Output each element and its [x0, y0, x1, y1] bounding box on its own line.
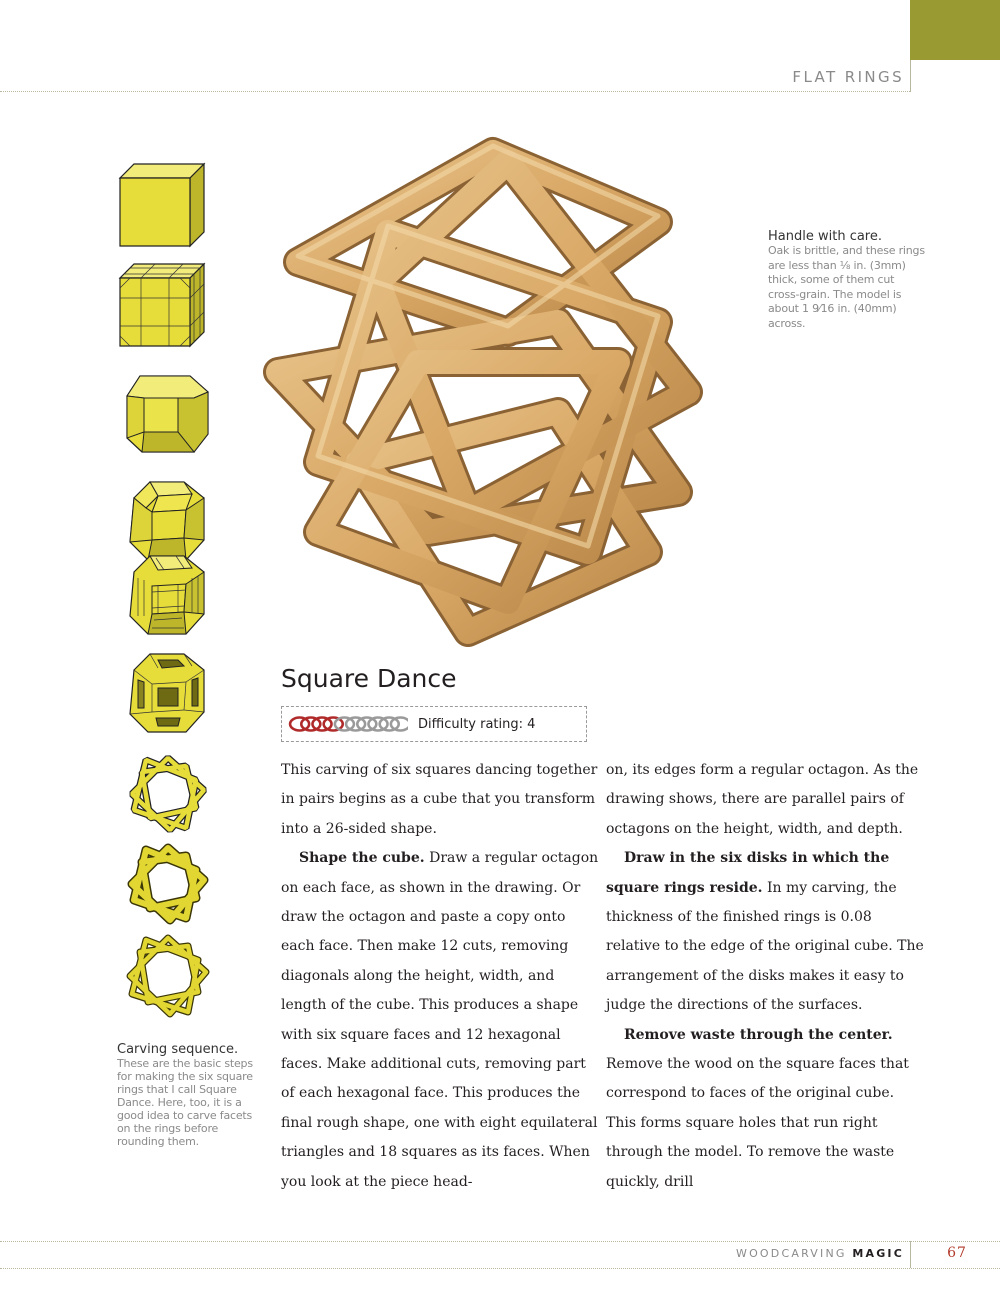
book-title-light: WOODCARVING: [736, 1247, 847, 1260]
footer-rule-top: [0, 1241, 1000, 1242]
project-title: Square Dance: [281, 664, 457, 693]
photo-caption-body: Oak is brittle, and these rings are less than ⅛ in. (3mm) thick, some of them cut cross-grain. The model is about 1 9⁄16 in. (40mm) across.: [768, 244, 925, 330]
lead-waste: Remove waste through the center.: [624, 1026, 893, 1043]
body-column-right: [606, 756, 924, 1197]
section-color-tab: [910, 0, 1000, 60]
step-9-finished-rings: [112, 932, 222, 1022]
difficulty-chain-icon: [288, 713, 408, 735]
footer-divider: [910, 1241, 911, 1268]
book-title-bold: MAGIC: [852, 1247, 904, 1260]
difficulty-rating: [281, 706, 587, 742]
text-waste: Remove the wood on the square faces that correspond to faces of the original cube. This forms square holes that run right through the model. To remove the waste quickly, drill: [606, 1056, 909, 1190]
section-title: FLAT RINGS: [792, 68, 904, 86]
photo-caption: [768, 229, 928, 331]
step-1-cube: [112, 158, 222, 248]
step-8-rounded-rings: [112, 840, 222, 930]
footer-rule-bottom: [0, 1268, 1000, 1269]
text-disks: In my carving, the thickness of the finished rings is 0.08 relative to the edge of the original cube. The arrangement of the disks makes it easy to judge the directions of the surfaces.: [606, 879, 924, 1014]
paragraph-octagon: on, its edges form a regular octagon. As the drawing shows, there are parallel pairs of octagons on the height, width, and depth.: [606, 762, 919, 837]
sequence-caption-body: These are the basic steps for making the six square rings that I call Square Dance. Here, too, it is a good idea to carve facets on the rings before rounding them.: [117, 1057, 253, 1148]
step-6-hollowed: [112, 648, 222, 738]
sequence-caption-title: Carving sequence.: [117, 1042, 239, 1057]
step-5-marked-rings: [112, 550, 222, 640]
step-3-truncated: [112, 368, 222, 458]
lead-disks: Draw in the six disks in which the square rings reside.: [606, 850, 890, 896]
paragraph-waste: [606, 1021, 924, 1197]
body-column-left: [281, 756, 599, 1197]
lead-shape-cube: Shape the cube.: [299, 850, 425, 867]
header-rule: [0, 91, 910, 92]
page-number: 67: [947, 1245, 967, 1261]
paragraph-intro: This carving of six squares dancing together in pairs begins as a cube that you transform into a 26-sided shape.: [281, 762, 598, 837]
sequence-caption: [117, 1042, 263, 1148]
paragraph-disks: [606, 844, 924, 1020]
square-dance-photo: [258, 132, 728, 672]
step-2-marked-cube: [112, 258, 222, 348]
text-shape-cube: Draw a regular octagon on each face, as shown in the drawing. Or draw the octagon and paste a copy onto each face. Then make 12 cuts, removing diagonals along the height, width, and length of the cube. This produces a shape with six square faces and 12 hexagonal faces. Make additional cuts, removing part of each hexagonal face. This produces the final rough shape, one with eight equilateral triangles and 18 squares as its faces. When you look at the piece head-: [281, 850, 599, 1190]
difficulty-label: Difficulty rating: 4: [418, 716, 536, 732]
step-7-faceted-rings: [112, 750, 222, 840]
paragraph-shape-cube: [281, 844, 599, 1197]
header-divider: [910, 60, 911, 92]
photo-caption-title: Handle with care.: [768, 229, 882, 244]
book-title: [736, 1247, 904, 1260]
